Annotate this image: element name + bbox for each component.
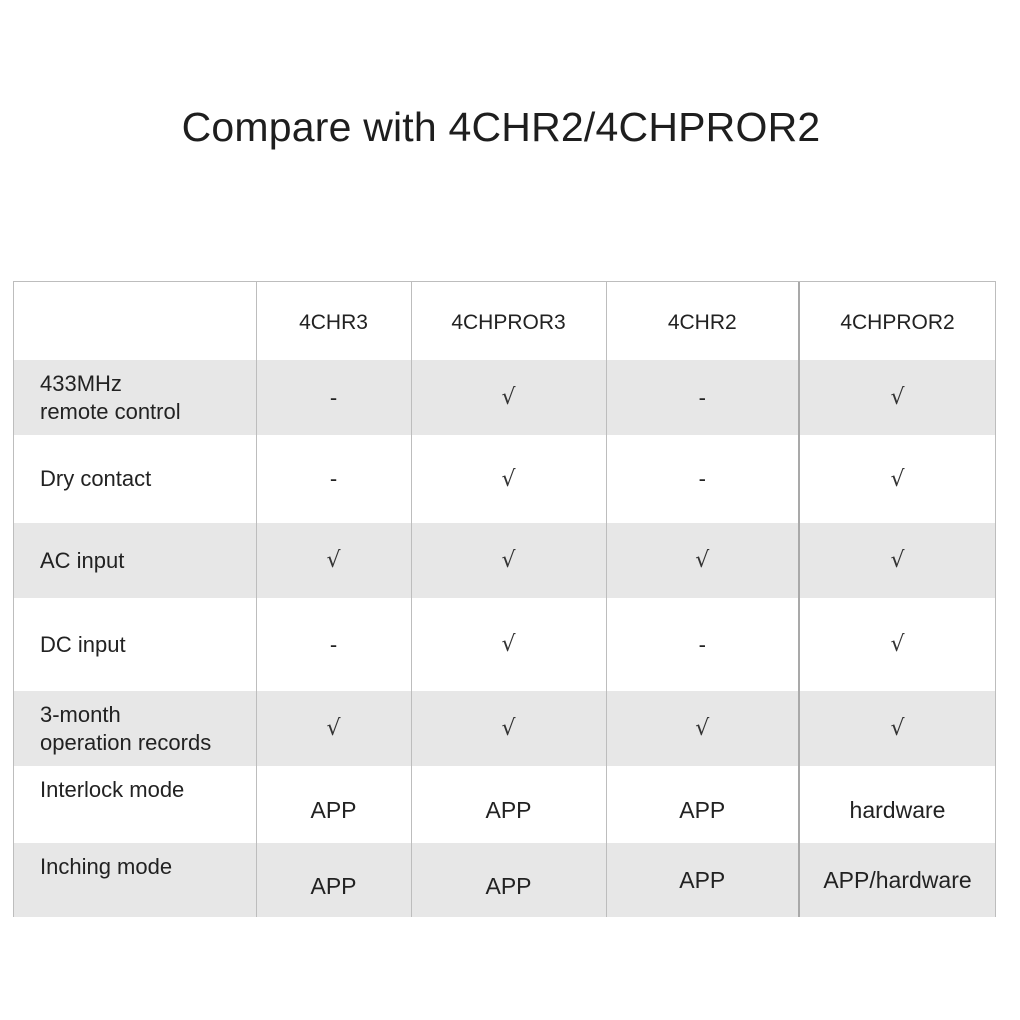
table-row: [14, 598, 995, 691]
feature-label: [14, 523, 256, 598]
value-cell: -: [606, 435, 799, 523]
feature-label: [14, 843, 256, 917]
table-header-row: [14, 282, 995, 360]
value-cell: [411, 843, 606, 917]
table-row: [14, 360, 995, 435]
feature-label-line: remote control: [40, 398, 181, 424]
value-text: APP: [679, 866, 726, 893]
feature-label-line: 433MHz: [40, 370, 122, 396]
value-cell: [606, 766, 799, 843]
value-cell: [256, 843, 411, 917]
comparison-table: [13, 281, 996, 917]
feature-label-line: Dry contact: [40, 466, 152, 491]
value-cell: √: [411, 360, 606, 435]
feature-label: [14, 766, 256, 843]
header-4chr2: 4CHR2: [606, 282, 799, 360]
value-cell: √: [606, 523, 799, 598]
table-row: [14, 843, 995, 917]
feature-label-line: 3-month: [40, 701, 121, 727]
value-text: hardware: [849, 797, 946, 823]
value-cell: √: [256, 523, 411, 598]
header-empty-cell: [14, 282, 256, 360]
value-cell: √: [799, 598, 995, 691]
value-cell: √: [411, 435, 606, 523]
value-cell: [606, 843, 799, 917]
feature-label-line: AC input: [40, 547, 125, 573]
table-row: [14, 766, 995, 843]
feature-label: [14, 691, 256, 766]
page-title: Compare with 4CHR2/4CHPROR2: [181, 104, 821, 150]
value-cell: √: [799, 435, 995, 523]
header-4chpror2: 4CHPROR2: [799, 282, 995, 360]
table-row: [14, 691, 995, 766]
value-cell: √: [799, 691, 995, 766]
feature-label-line: Interlock mode: [40, 777, 185, 802]
value-text: APP/hardware: [823, 866, 972, 893]
value-text: APP: [679, 797, 726, 823]
value-text: APP: [310, 797, 357, 823]
value-cell: √: [606, 691, 799, 766]
feature-label: [14, 360, 256, 435]
value-cell: √: [411, 691, 606, 766]
value-cell: [256, 766, 411, 843]
value-cell: [799, 843, 995, 917]
header-4chr3: 4CHR3: [256, 282, 411, 360]
table-row: [14, 523, 995, 598]
value-cell: -: [256, 435, 411, 523]
value-cell: [799, 766, 995, 843]
value-cell: -: [256, 360, 411, 435]
value-cell: √: [799, 523, 995, 598]
value-cell: √: [411, 523, 606, 598]
value-cell: -: [256, 598, 411, 691]
value-cell: -: [606, 360, 799, 435]
value-cell: -: [606, 598, 799, 691]
feature-label-line: DC input: [40, 631, 126, 657]
value-cell: √: [256, 691, 411, 766]
feature-label: [14, 598, 256, 691]
value-cell: [411, 766, 606, 843]
value-text: APP: [310, 872, 357, 899]
feature-label-line: Inching mode: [40, 854, 173, 879]
feature-label-line: operation records: [40, 729, 212, 755]
feature-label: [14, 435, 256, 523]
value-text: APP: [485, 797, 532, 823]
value-cell: √: [411, 598, 606, 691]
table-row: [14, 435, 995, 523]
header-4chpror3: 4CHPROR3: [411, 282, 606, 360]
value-text: APP: [485, 872, 532, 899]
value-cell: √: [799, 360, 995, 435]
comparison-table-grid: [14, 282, 995, 917]
